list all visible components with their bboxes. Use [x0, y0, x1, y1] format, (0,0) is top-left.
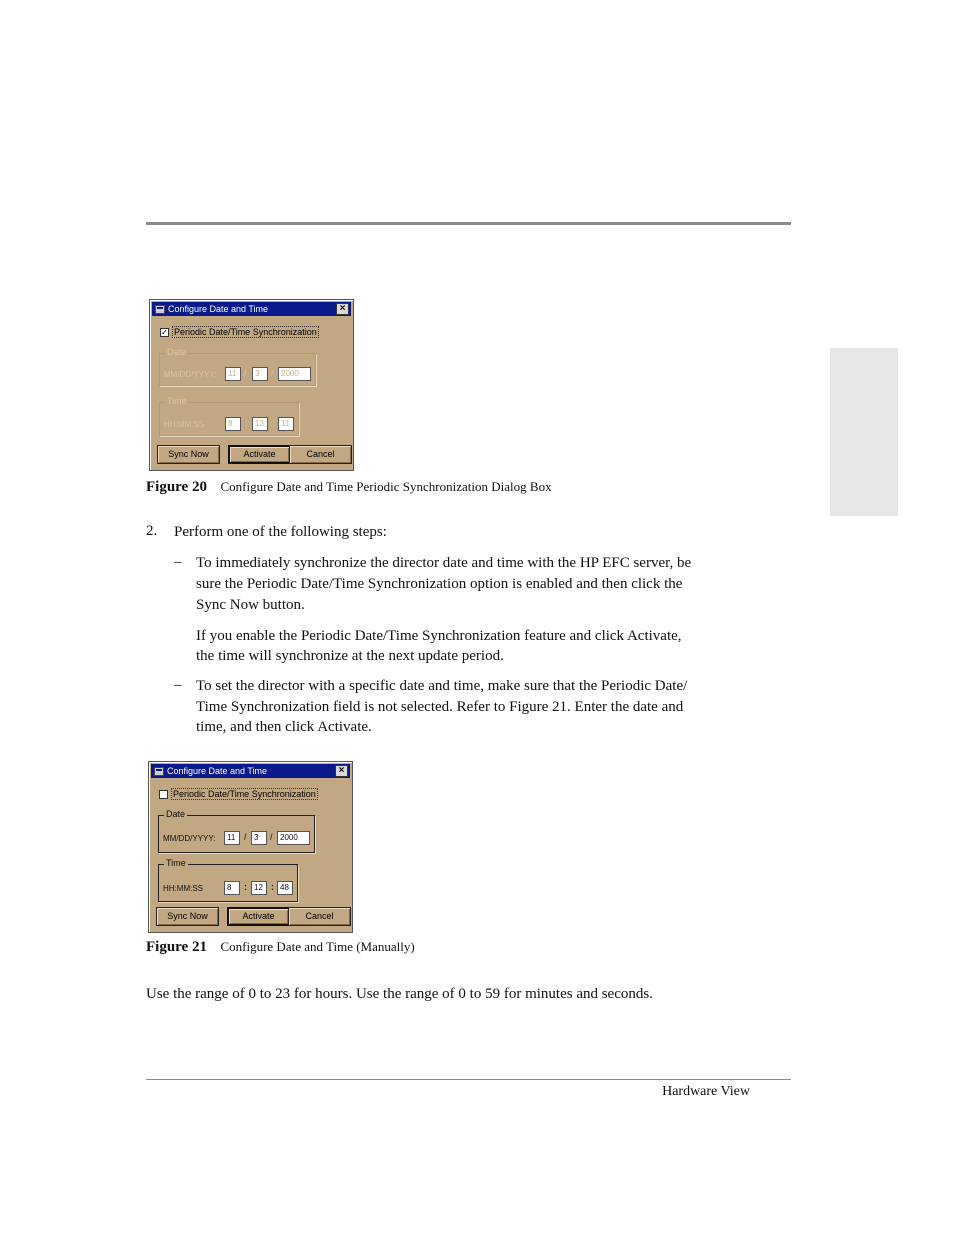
figure-number: Figure 21	[146, 939, 207, 955]
hour-input[interactable]: 8	[225, 417, 241, 431]
sync-now-button[interactable]: Sync Now	[157, 445, 220, 464]
dialog-title: Configure Date and Time	[167, 766, 268, 776]
figure-20-caption	[146, 479, 552, 496]
cancel-button[interactable]: Cancel	[289, 445, 352, 464]
dialog-titlebar	[151, 764, 350, 778]
bullet-line: Time Synchronization field is not selected. Refer to Figure 21. Enter the date and	[196, 699, 684, 715]
chapter-side-tab	[830, 348, 898, 516]
time-separator: :	[244, 882, 247, 892]
figure-caption-text: Configure Date and Time Periodic Synchronization Dialog Box	[220, 479, 552, 494]
date-format-label: MM/DD/YYYY:	[163, 834, 216, 843]
window-app-icon	[155, 305, 165, 314]
bullet-line: sure the Periodic Date/Time Synchronization option is enabled and then click the	[196, 576, 683, 592]
date-group-title: Date	[166, 809, 186, 819]
year-input[interactable]: 2000	[278, 367, 311, 381]
date-group-title: Date	[167, 347, 187, 357]
day-input[interactable]: 3	[252, 367, 268, 381]
second-input[interactable]: 48	[277, 881, 293, 895]
second-input[interactable]: 11	[278, 417, 294, 431]
date-group	[158, 809, 315, 853]
periodic-sync-label: Periodic Date/Time Synchronization	[174, 327, 317, 337]
minute-input[interactable]: 12	[251, 881, 267, 895]
checkbox-box[interactable]	[159, 790, 168, 799]
figure-21-caption	[146, 939, 415, 956]
cancel-button[interactable]: Cancel	[288, 907, 351, 926]
date-group	[159, 347, 316, 386]
page-footer: Hardware View	[662, 1084, 750, 1099]
minute-input[interactable]: 13	[252, 417, 268, 431]
activate-button[interactable]: Activate	[227, 907, 290, 926]
time-group	[158, 858, 298, 902]
figure-number: Figure 20	[146, 479, 207, 495]
dialog-title: Configure Date and Time	[168, 304, 269, 314]
window-app-icon	[154, 767, 164, 776]
bullet-line: time, and then click Activate.	[196, 719, 372, 735]
time-separator: :	[245, 418, 248, 428]
bullet-line: Sync Now button.	[196, 597, 305, 613]
bullet-line: To set the director with a specific date and time, make sure that the Periodic Date/	[196, 678, 688, 694]
range-note: Use the range of 0 to 23 for hours. Use the range of 0 to 59 for minutes and seconds.	[146, 986, 653, 1002]
time-group	[159, 396, 299, 436]
time-group-title: Time	[167, 396, 187, 406]
month-input[interactable]: 11	[224, 831, 240, 845]
configure-date-time-dialog-periodic	[149, 299, 354, 471]
close-button[interactable]: ×	[335, 765, 348, 777]
periodic-sync-label: Periodic Date/Time Synchronization	[173, 789, 316, 799]
footer-rule	[146, 1079, 791, 1080]
dialog-titlebar	[152, 302, 351, 316]
periodic-sync-checkbox[interactable]	[160, 326, 319, 338]
sync-now-button[interactable]: Sync Now	[156, 907, 219, 926]
activate-button[interactable]: Activate	[228, 445, 291, 464]
bullet-line: To immediately synchronize the director date and time with the HP EFC server, be	[196, 555, 692, 571]
configure-date-time-dialog-manual	[148, 761, 353, 933]
note-line: the time will synchronize at the next update period.	[196, 648, 504, 664]
bullet-dash: –	[174, 677, 182, 693]
time-group-title: Time	[166, 858, 186, 868]
time-separator: :	[272, 418, 275, 428]
step-text: Perform one of the following steps:	[174, 524, 387, 540]
note-line: If you enable the Periodic Date/Time Synchronization feature and click Activate,	[196, 628, 682, 644]
time-format-label: HH:MM:SS	[164, 420, 204, 429]
header-rule	[146, 222, 791, 225]
figure-caption-text: Configure Date and Time (Manually)	[220, 939, 415, 954]
checkbox-box[interactable]: ✓	[161, 327, 168, 337]
step-number: 2.	[146, 523, 158, 539]
month-input[interactable]: 11	[225, 367, 241, 381]
close-button[interactable]: ×	[336, 303, 349, 315]
periodic-sync-checkbox[interactable]	[159, 788, 318, 800]
hour-input[interactable]: 8	[224, 881, 240, 895]
date-separator: /	[244, 832, 247, 842]
year-input[interactable]: 2000	[277, 831, 310, 845]
time-separator: :	[271, 882, 274, 892]
date-separator: /	[270, 832, 273, 842]
date-separator: /	[244, 368, 247, 378]
bullet-dash: –	[174, 554, 182, 570]
date-separator: /	[271, 368, 274, 378]
time-format-label: HH:MM:SS	[163, 884, 203, 893]
date-format-label: MM/DD/YYYY:	[164, 370, 217, 379]
day-input[interactable]: 3	[251, 831, 267, 845]
